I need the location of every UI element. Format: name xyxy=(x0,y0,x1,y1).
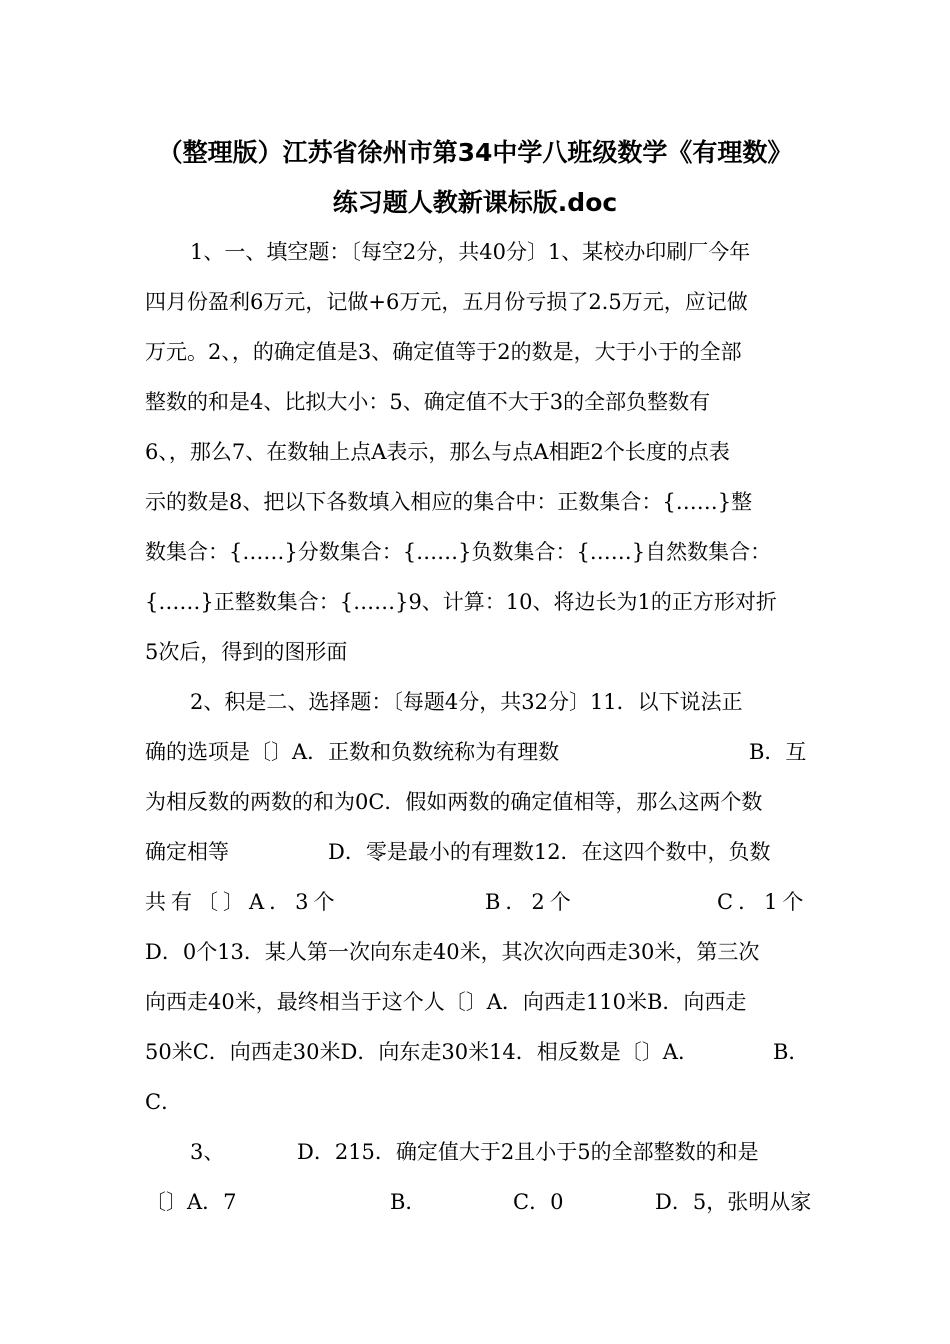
paragraph-3-line-2-b: B． xyxy=(390,1190,427,1214)
paragraph-2-line-7: 向西走40米，最终相当于这个人〔〕A．向西走110米B．向西走 xyxy=(145,990,747,1014)
paragraph-2-line-2-right: B．互 xyxy=(749,740,807,764)
paragraph-1-line-8: {……}正整数集合：{……}9、计算：10、将边长为1的正方形对折 xyxy=(145,590,777,614)
paragraph-3-line-1-left: 3、 xyxy=(190,1140,225,1164)
paragraph-2-line-8-b: B． xyxy=(773,1040,810,1064)
paragraph-2-line-9: C． xyxy=(145,1090,183,1114)
paragraph-1-line-4: 整数的和是4、比拟大小：5、确定值不大于3的全部负整数有 xyxy=(145,390,711,414)
paragraph-3-line-1-right: D．215．确定值大于2且小于5的全部整数的和是 xyxy=(297,1140,759,1164)
paragraph-2-line-5-a: 共有〔〕A．3个 xyxy=(145,890,340,914)
paragraph-2-line-8-left: 50米C．向西走30米D．向东走30米14．相反数是〔〕A． xyxy=(145,1040,699,1064)
paragraph-3-line-2-a: 〔〕A．7 xyxy=(145,1190,237,1214)
paragraph-1-line-9: 5次后，得到的图形面 xyxy=(145,640,348,664)
paragraph-2-line-5-c: C．1个 xyxy=(717,890,809,914)
document-title-line-1: （整理版）江苏省徐州市第34中学八班级数学《有理数》 xyxy=(157,138,793,167)
paragraph-1-line-7: 数集合：{……}分数集合：{……}负数集合：{……}自然数集合： xyxy=(145,540,772,564)
paragraph-2-line-4-right: D．零是最小的有理数12．在这四个数中，负数 xyxy=(328,840,771,864)
paragraph-2-line-4-left: 确定相等 xyxy=(145,840,229,864)
paragraph-2-line-5-b: B．2个 xyxy=(485,890,576,914)
paragraph-2-line-2-left: 确的选项是〔〕A．正数和负数统称为有理数 xyxy=(145,740,560,764)
paragraph-2-line-6: D．0个13．某人第一次向东走40米，其次次向西走30米，第三次 xyxy=(145,940,760,964)
paragraph-1-line-5: 6、，那么7、在数轴上点A表示，那么与点A相距2个长度的点表 xyxy=(145,440,730,464)
document-title-line-2: 练习题人教新课标版.doc xyxy=(332,188,618,217)
paragraph-1-line-2: 四月份盈利6万元，记做+6万元，五月份亏损了2.5万元，应记做 xyxy=(145,290,748,314)
paragraph-3-line-2-c: C．0 xyxy=(513,1190,564,1214)
paragraph-1-line-3: 万元。2、，的确定值是3、确定值等于2的数是，大于小于的全部 xyxy=(145,340,742,364)
paragraph-1-line-6: 示的数是8、把以下各数填入相应的集合中：正数集合：{……}整 xyxy=(145,490,753,514)
paragraph-3-line-2-d: D．5，张明从家 xyxy=(655,1190,812,1214)
paragraph-1-line-1: 1、一、填空题：〔每空2分，共40分〕1、某校办印刷厂今年 xyxy=(190,240,751,264)
paragraph-2-line-1: 2、积是二、选择题：〔每题4分，共32分〕11．以下说法正 xyxy=(190,690,743,714)
paragraph-2-line-3: 为相反数的两数的和为0C．假如两数的确定值相等，那么这两个数 xyxy=(145,790,763,814)
